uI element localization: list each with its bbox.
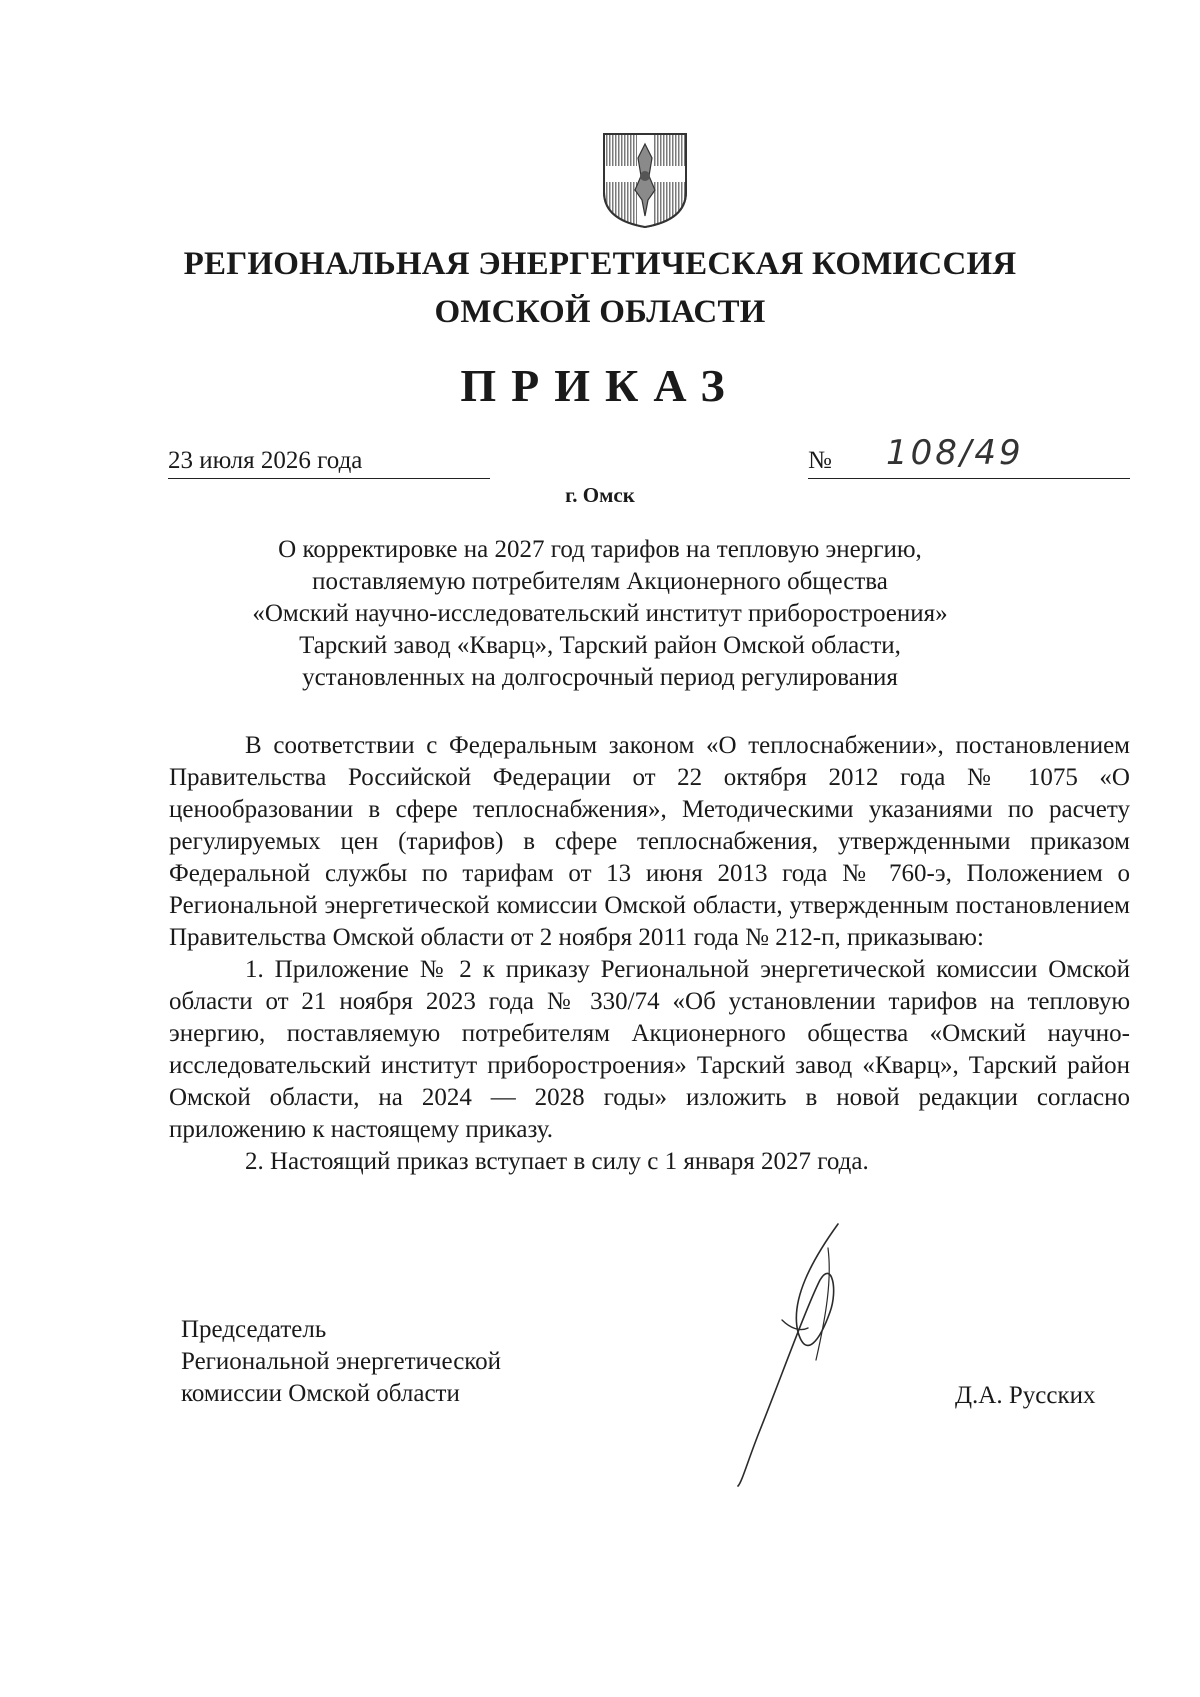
body-paragraph-item-1: 1. Приложение № 2 к приказу Региональной энергетической комиссии Омской области от 21 ноября 2023 года № 330/74 «Об установлении тарифов на тепловую энергию, поставляемую потребителям Акционерного общества «Омский научно-исследовательский институт приборостроения» Тарский завод «Кварц», Тарский район Омской области, на 2024 — 2028 годы» изложить в новой редакции согласно приложению к настоящему приказу. [169,956,1130,1143]
document-date: 23 июля 2026 года [168,446,490,479]
organization-name-line2: ОМСКОЙ ОБЛАСТИ [434,294,766,330]
document-subject [180,534,1020,694]
subject-line: О корректировке на 2027 год тарифов на тепловую энергию, [278,536,922,563]
handwritten-signature [720,1220,890,1490]
document-number [808,433,1130,479]
document-body [169,730,1130,1178]
signer-position-line: комиссии Омской области [181,1380,460,1407]
organization-name [150,240,1050,336]
number-value: 108/49 [886,433,1024,473]
document-type: ПРИКАЗ [460,360,740,411]
number-label: № [808,447,832,474]
subject-line: Тарский завод «Кварц», Тарский район Омской области, [299,632,901,659]
subject-line: поставляемую потребителям Акционерного общества [312,568,888,595]
signer-position-line: Председатель [181,1316,327,1343]
body-paragraph-preamble: В соответствии с Федеральным законом «О теплоснабжении», постановлением Правительства Российской Федерации от 22 октября 2012 года № 1075 «О ценообразовании в сфере теплоснабжения», Методическими указаниями по расчету регулируемых цен (тарифов) в сфере теплоснабжения, утвержденными приказом Федеральной службы по тарифам от 13 июня 2013 года № 760-э, Положением о Региональной энергетической комиссии Омской области, утвержденным постановлением Правительства Омской области от 2 ноября 2011 года № 212-п, приказываю: [169,732,1130,951]
signer-position-line: Региональной энергетической [181,1348,502,1375]
subject-line: установленных на долгосрочный период регулирования [302,664,898,691]
signer-name: Д.А. Русских [955,1382,1096,1409]
document-city: г. Омск [565,483,635,507]
signer-position [181,1314,641,1410]
organization-name-line1: РЕГИОНАЛЬНАЯ ЭНЕРГЕТИЧЕСКАЯ КОМИССИЯ [183,246,1017,282]
body-paragraph-item-2: 2. Настоящий приказ вступает в силу с 1 января 2027 года. [245,1148,869,1175]
coat-of-arms-icon [600,130,690,230]
subject-line: «Омский научно-исследовательский институт приборостроения» [252,600,948,627]
